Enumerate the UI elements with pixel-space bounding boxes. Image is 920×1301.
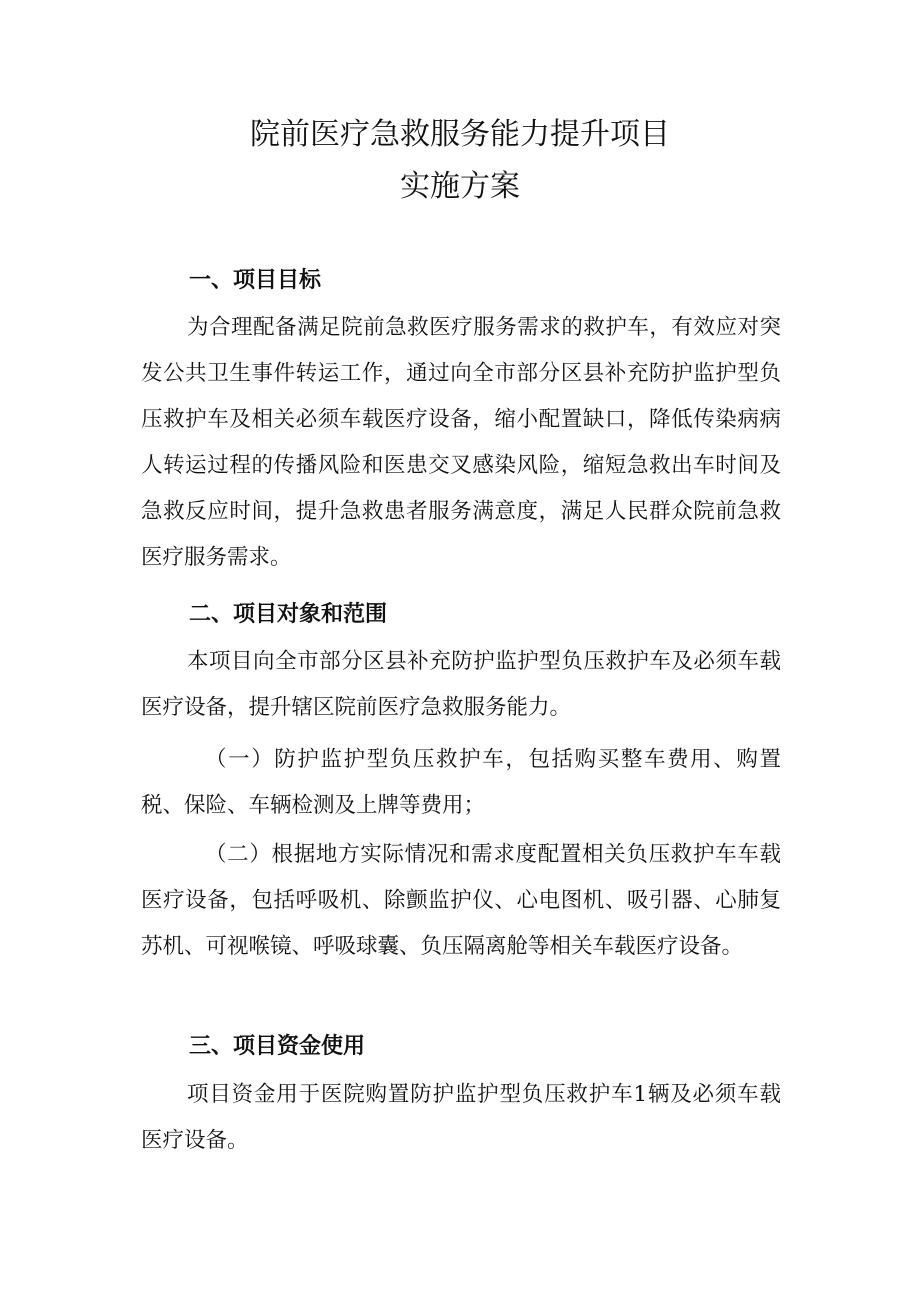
- paragraph-scope: 本项目向全市部分区县补充防护监护型负压救护车及必须车载医疗设备，提升辖区院前医疗急救服务能力。: [141, 649, 781, 720]
- document-title-line-1: 院前医疗急救服务能力提升项目: [250, 117, 670, 152]
- paragraph-goals: 为合理配备满足院前急救医疗服务需求的救护车，有效应对突发公共卫生事件转运工作，通过向全市部分区县补充防护监护型负压救护车及相关必须车载医疗设备，缩小配置缺口，降低传染病病人转运过程的传播风险和医患交叉感染风险，缩短急救出车时间及急救反应时间，提升急救患者服务满意度，满足人民群众院前急救医疗服务需求。: [141, 315, 781, 570]
- section-heading-scope: 二、项目对象和范围: [189, 602, 388, 627]
- paragraph-scope-item-2: （二）根据地方实际情况和需求度配置相关负压救护车车载医疗设备，包括呼吸机、除颤监护仪、心电图机、吸引器、心肺复苏机、可视喉镜、呼吸球囊、负压隔离舱等相关车载医疗设备。: [141, 842, 781, 959]
- section-heading-funding: 三、项目资金使用: [189, 1034, 366, 1059]
- paragraph-scope-item-1: （一）防护监护型负压救护车，包括购买整车费用、购置税、保险、车辆检测及上牌等费用；: [141, 747, 781, 818]
- document-title-line-2: 实施方案: [400, 169, 520, 204]
- section-heading-goals: 一、项目目标: [189, 268, 322, 293]
- paragraph-funding: 项目资金用于医院购置防护监护型负压救护车1辆及必须车载医疗设备。: [141, 1082, 781, 1153]
